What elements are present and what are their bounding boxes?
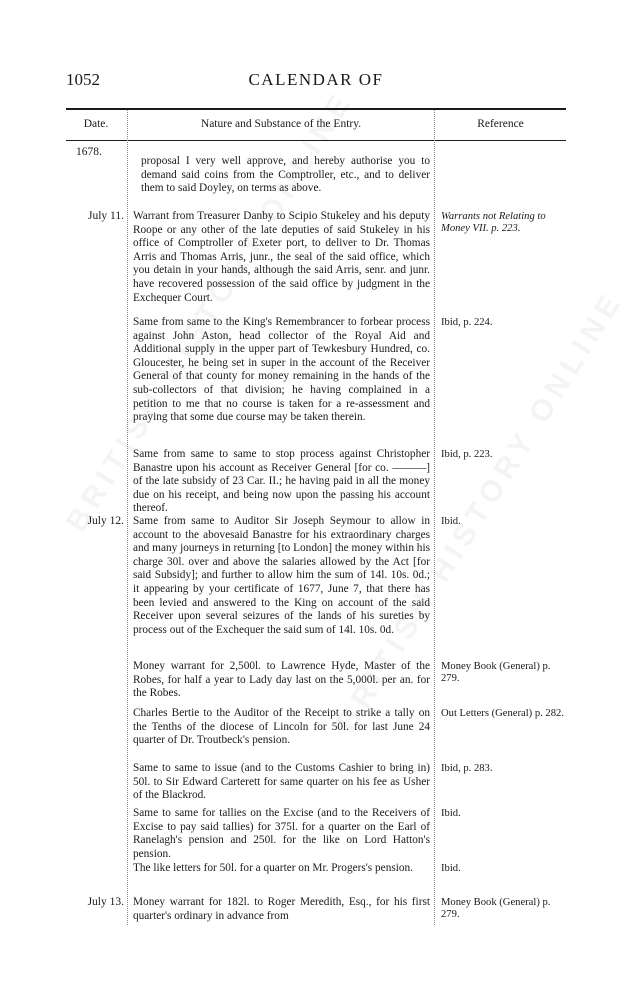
entry-text: Money warrant for 2,500l. to Lawrence Hyde, Master of the Robes, for half a year to Lady day last on the 5,000l. per an. for the Robes. xyxy=(133,660,430,700)
entry-reference: Money Book (General) p. 279. xyxy=(441,661,551,685)
running-title: CALENDAR OF xyxy=(248,70,384,89)
entry-text: Money warrant for 182l. to Roger Meredith, Esq., for his first quarter's ordinary in advance from xyxy=(133,896,430,922)
column-divider xyxy=(127,110,129,925)
entry-reference: Out Letters (General) p. 282. xyxy=(441,708,564,719)
entry-reference: Ibid, p. 283. xyxy=(441,763,493,774)
year-label: 1678. xyxy=(76,146,102,158)
entry-reference: Money Book (General) p. 279. xyxy=(441,897,551,921)
entry-reference: Ibid. xyxy=(441,808,461,819)
table-top-rule xyxy=(66,108,566,110)
entry-reference: Ibid. xyxy=(441,863,461,874)
column-header-reference: Reference xyxy=(477,118,524,130)
entry-text: proposal I very well approve, and hereby authorise you to demand said coins from the Comptroller, etc., and to deliver them to said Doyley, on terms as above. xyxy=(141,155,430,195)
entry-reference: Ibid, p. 223. xyxy=(441,449,493,460)
entry-reference: Warrants not Relating to Money VII. p. 223. xyxy=(441,211,546,235)
entry-text: Charles Bertie to the Auditor of the Receipt to strike a tally on the Tenths of the diocese of Lincoln for 50l. for last June 24 quarter of Dr. Troutbeck's pension. xyxy=(133,707,430,747)
table-header-rule xyxy=(66,140,566,141)
entry-date: July 13. xyxy=(87,896,124,908)
entry-text: Same from same to Auditor Sir Joseph Seymour to allow in account to the abovesaid Banastre for his extraordinary charges and many journeys in returning [to London] the money within his charge 30l. over and above the salaries allowed by the Act [for said Subsidy]; and further to allow him the sum of 14l. 10s. 0d.; it appearing by your certificate of 1677, June 7, that there has been levied and answered to the King on account of the said Receiver upon several seizures of the lands of his sureties by process out of the Exchequer the said sum of 14l. 10s. 0d. xyxy=(133,515,430,636)
entry-text: Same from same to same to stop process against Christopher Banastre upon his account as Receiver General [for co. ———] of the late subsidy of 23 Car. II.; he having paid in all the money due on his receipt, and being now upon the passing his account thereof. xyxy=(133,448,430,515)
entry-text: Warrant from Treasurer Danby to Scipio Stukeley and his deputy Roope or any other of the late deputies of said Stukeley in his office of Comptroller of Exeter port, to deliver to Dr. Thomas Arris and Thomas Arris, junr., the seal of the said office, which you detain in your hands, although the said Arris, senr. and junr. have recovered possession of the said office by judgment in the Exchequer Court. xyxy=(133,210,430,304)
column-divider xyxy=(434,110,436,925)
column-header-nature: Nature and Substance of the Entry. xyxy=(200,118,362,130)
entry-reference: Ibid, p. 224. xyxy=(441,317,493,328)
column-header-date: Date. xyxy=(83,118,109,130)
entry-date: July 11. xyxy=(88,210,124,222)
entry-text: Same to same for tallies on the Excise (and to the Receivers of Excise to pay said tallies) for 375l. for a quarter on the Earl of Ranelagh's pension and 250l. for the like on Lord Hatton's pension. xyxy=(133,807,430,860)
entry-date: July 12. xyxy=(87,515,124,527)
entry-text: Same from same to the King's Remembrancer to forbear process against John Aston, head collector of the Royal Aid and Additional supply in the upper part of Tewkesbury Hundred, co. Gloucester, he being set in super in the account of the Receiver General of that county for money remaining in the hands of the sub-collectors of that division; he having complained in a petition to me that no course is taken for a re-assessment and praying that some due course may be taken therein. xyxy=(133,316,430,424)
page-header xyxy=(66,70,566,94)
entry-text: The like letters for 50l. for a quarter on Mr. Progers's pension. xyxy=(133,862,413,874)
entry-reference: Ibid. xyxy=(441,516,461,527)
page-number: 1052 xyxy=(66,70,100,89)
entry-text: Same to same to issue (and to the Customs Cashier to bring in) 50l. to Sir Edward Carterett for same quarter on his fee as Usher of the Blackrod. xyxy=(133,762,430,802)
